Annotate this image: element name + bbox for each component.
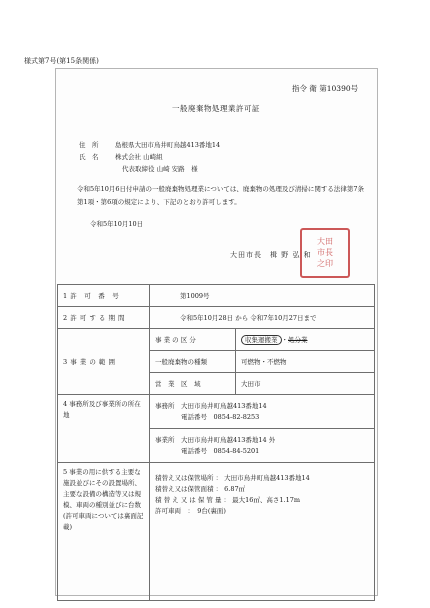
name-label: 氏 名 [79, 153, 99, 161]
row-value-permit-number: 第1009号 [150, 285, 375, 307]
office-line-1: 事務所 大田市鳥井町鳥越413番地14 [155, 401, 267, 410]
document-title: 一般廃棄物処理業許可証 [172, 104, 260, 113]
row-label-permit-period: 2 許 可 す る 期 間 [58, 307, 150, 329]
sub-value-waste-type: 可燃物・不燃物 [236, 351, 375, 373]
office-line-2: 電話番号 0854-82-8253 [155, 412, 260, 421]
business-site-address [150, 429, 375, 463]
row-label-office-location: 4 事務所及び事業所の所在地 [58, 395, 150, 463]
row-value-permit-period: 令和5年10月28日 から 令和7年10月27日まで [150, 307, 375, 329]
sub-value-business-area: 大田市 [236, 373, 375, 395]
address-label: 住 所 [79, 141, 99, 149]
address-value: 島根県大田市鳥井町鳥越413番地14 [115, 141, 221, 149]
table-row [58, 285, 375, 307]
official-seal-stamp: 大田 市長 之印 [300, 228, 350, 278]
row-label-main-facilities: 5 事業の用に供する主要な施設並びにその設置場所、主要な設備の構造等又は規模、車両の種別並びに台数(許可車両については裏面記載) [58, 463, 150, 601]
sub-value-business-type [236, 329, 375, 351]
main-facilities-details [150, 463, 375, 601]
permit-statement: 令和5年10月6日付申請の一般廃棄物処理業については、廃棄物の処理及び清掃に関する法律第7条第1項・第6項の規定により、下記のとおり許可します。 [77, 185, 365, 206]
issue-date: 令和5年10月10日 [90, 220, 144, 228]
sub-label-business-type: 事 業 の 区 分 [150, 329, 236, 351]
facility-line-2: 積替え又は保管面積 ： 6.87㎡ [155, 485, 246, 493]
representative-name: 代表取締役 山崎 安路 様 [122, 165, 198, 173]
table-row [58, 307, 375, 329]
business-line-1: 事業所 大田市鳥井町鳥越413番地14 外 [155, 435, 276, 444]
mayor-signature: 大田市長 楫 野 弘 和 [230, 251, 312, 259]
sub-label-business-area: 営 業 区 域 [150, 373, 236, 395]
struck-disposal: 処分業 [288, 336, 308, 344]
facility-line-4: 許可車両 ： 9台(裏面) [155, 507, 226, 515]
permit-number: 指令 衛 第10390号 [292, 84, 359, 93]
separator: ・ [281, 336, 288, 344]
table-row [58, 329, 375, 351]
facility-line-1: 積替え又は保管場所 ： 大田市鳥井町鳥越413番地14 [155, 474, 310, 482]
business-line-2: 電話番号 0854-84-5201 [155, 446, 260, 455]
circled-collection-transport: 収集運搬業 [241, 335, 282, 345]
form-number: 様式第7号(第15条関係) [24, 57, 99, 65]
table-row [58, 395, 375, 429]
sub-label-waste-type: 一般廃棄物の種類 [150, 351, 236, 373]
table-row [58, 463, 375, 601]
permit-details-table [57, 284, 375, 601]
company-name: 株式会社 山崎組 [115, 153, 163, 161]
office-address [150, 395, 375, 429]
facility-line-3: 積 替 え 又 は 保 管 量 ： 最大16㎥、高さ1.17m [155, 496, 301, 504]
row-label-permit-number: 1 許 可 番 号 [58, 285, 150, 307]
row-label-business-scope: 3 事 業 の 範 囲 [58, 329, 150, 395]
